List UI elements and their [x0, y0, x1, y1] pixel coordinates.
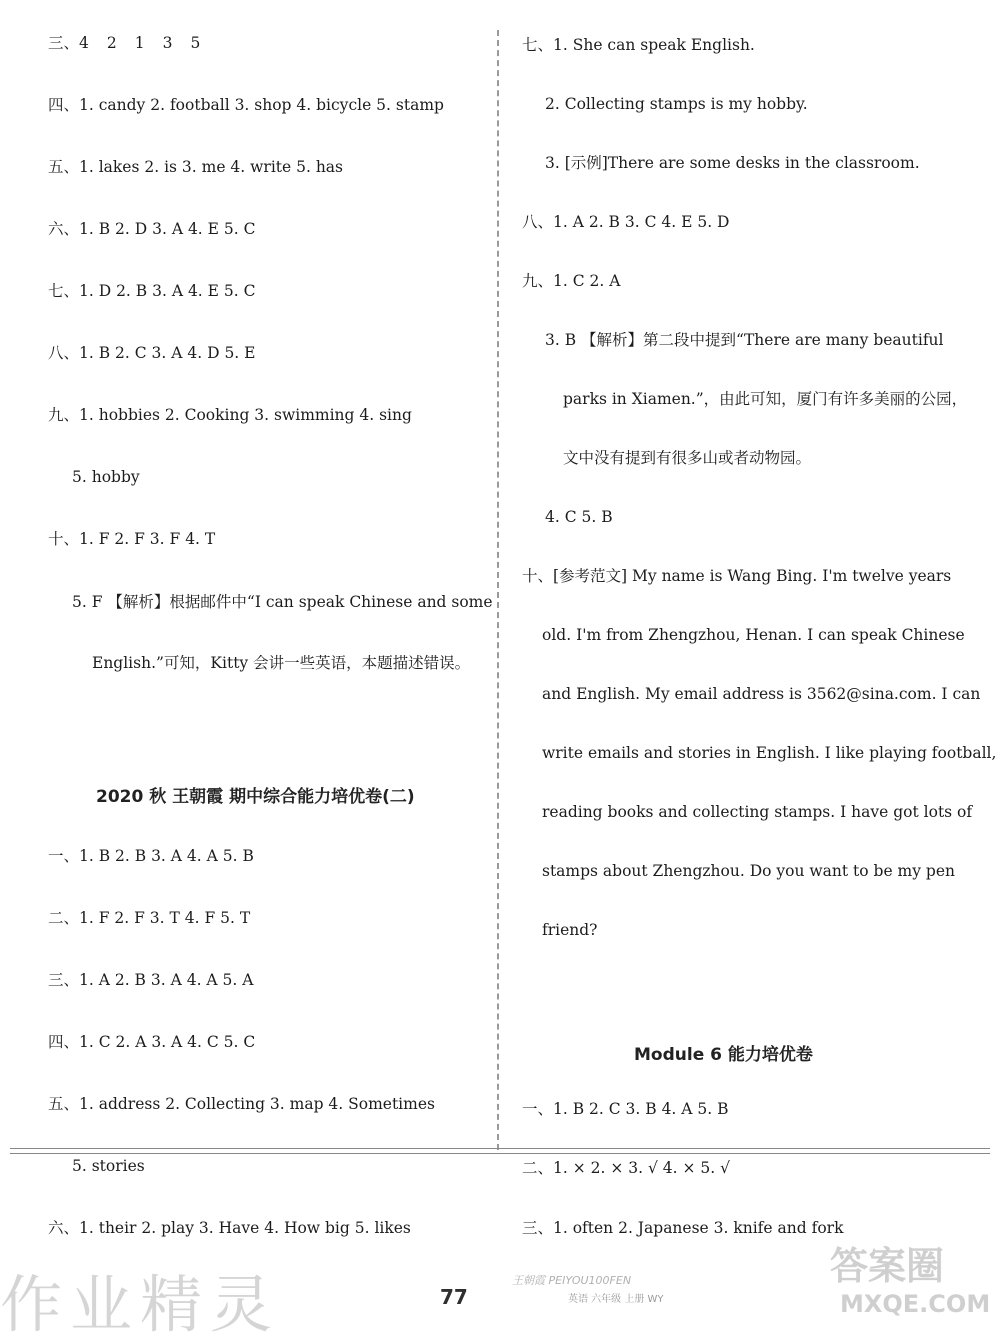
- section-heading-module6: Module 6 能力培优卷: [634, 1045, 813, 1065]
- answer-line-2: 二、1. F 2. F 3. T 4. F 5. T: [48, 909, 251, 927]
- watermark-url: MXQE.COM: [840, 1290, 991, 1318]
- answer-line-5: 五、1. lakes 2. is 3. me 4. write 5. has: [48, 158, 343, 176]
- answer-line-9-cont: 5. hobby: [72, 468, 140, 486]
- answer-line-r9: 九、1. C 2. A: [522, 272, 621, 290]
- watermark-right: 答案圈: [830, 1244, 945, 1288]
- answer-explanation-cont: English.”可知，Kitty 会讲一些英语，本题描述错误。: [92, 654, 471, 672]
- answer-line-9: 九、1. hobbies 2. Cooking 3. swimming 4. sing: [48, 406, 412, 424]
- watermark-left: 作业精灵: [0, 1268, 281, 1341]
- answer-line-3b: 三、1. A 2. B 3. A 4. A 5. A: [48, 971, 254, 989]
- section-heading-midterm: 2020 秋 王朝霞 期中综合能力培优卷(二): [96, 787, 415, 807]
- answer-line-3: 三、4 2 1 3 5: [48, 34, 201, 52]
- answer-explanation-r9-cont1: parks in Xiamen.”，由此可知，厦门有许多美丽的公园，: [563, 390, 968, 408]
- answer-line-m1: 一、1. B 2. C 3. B 4. A 5. B: [522, 1100, 729, 1118]
- answer-line-m2: 二、1. × 2. × 3. √ 4. × 5. √: [522, 1159, 731, 1177]
- page-rule-2: [10, 1153, 990, 1154]
- sample-essay-line-1: 十、[参考范文] My name is Wang Bing. I'm twelve years: [522, 567, 952, 585]
- column-divider: [497, 30, 499, 1150]
- sample-essay-line-3: and English. My email address is 3562@sina.com. I can: [542, 685, 981, 703]
- footer-brand: 王朝霞 PEIYOU100FEN: [512, 1274, 632, 1287]
- answer-explanation: 5. F 【解析】根据邮件中“I can speak Chinese and some: [72, 593, 493, 611]
- answer-line-7: 七、1. D 2. B 3. A 4. E 5. C: [48, 282, 256, 300]
- answer-line-8: 八、1. B 2. C 3. A 4. D 5. E: [48, 344, 256, 362]
- sample-essay-line-5: reading books and collecting stamps. I have got lots of: [542, 803, 973, 821]
- footer-subtitle: 英语 六年级 上册 WY: [568, 1294, 664, 1305]
- page-rule: [10, 1148, 990, 1149]
- answer-line-r7-3: 3. [示例]There are some desks in the classroom.: [545, 154, 920, 172]
- sample-essay-line-4: write emails and stories in English. I like playing football,: [542, 744, 997, 762]
- answer-line-6: 六、1. B 2. D 3. A 4. E 5. C: [48, 220, 256, 238]
- answer-line-6b: 六、1. their 2. play 3. Have 4. How big 5. likes: [48, 1219, 411, 1237]
- answer-explanation-r9-cont2: 文中没有提到有很多山或者动物园。: [563, 449, 812, 467]
- answer-line-4b: 四、1. C 2. A 3. A 4. C 5. C: [48, 1033, 256, 1051]
- answer-line-r7: 七、1. She can speak English.: [522, 36, 755, 54]
- answer-explanation-r9: 3. B 【解析】第二段中提到“There are many beautiful: [545, 331, 944, 349]
- answer-line-4: 四、1. candy 2. football 3. shop 4. bicycle 5. stamp: [48, 96, 444, 114]
- answer-line-r9-4: 4. C 5. B: [545, 508, 613, 526]
- answer-line-m3: 三、1. often 2. Japanese 3. knife and fork: [522, 1219, 844, 1237]
- answer-line-10: 十、1. F 2. F 3. F 4. T: [48, 530, 216, 548]
- answer-line-r7-2: 2. Collecting stamps is my hobby.: [545, 95, 808, 113]
- sample-essay-line-6: stamps about Zhengzhou. Do you want to be my pen: [542, 862, 956, 880]
- answer-line-r8: 八、1. A 2. B 3. C 4. E 5. D: [522, 213, 730, 231]
- sample-essay-line-2: old. I'm from Zhengzhou, Henan. I can speak Chinese: [542, 626, 965, 644]
- answer-line-5b-cont: 5. stories: [72, 1157, 145, 1175]
- answer-line-1: 一、1. B 2. B 3. A 4. A 5. B: [48, 847, 254, 865]
- page-number: 77: [440, 1285, 468, 1309]
- answer-line-5b: 五、1. address 2. Collecting 3. map 4. Sometimes: [48, 1095, 435, 1113]
- sample-essay-line-7: friend?: [542, 921, 598, 939]
